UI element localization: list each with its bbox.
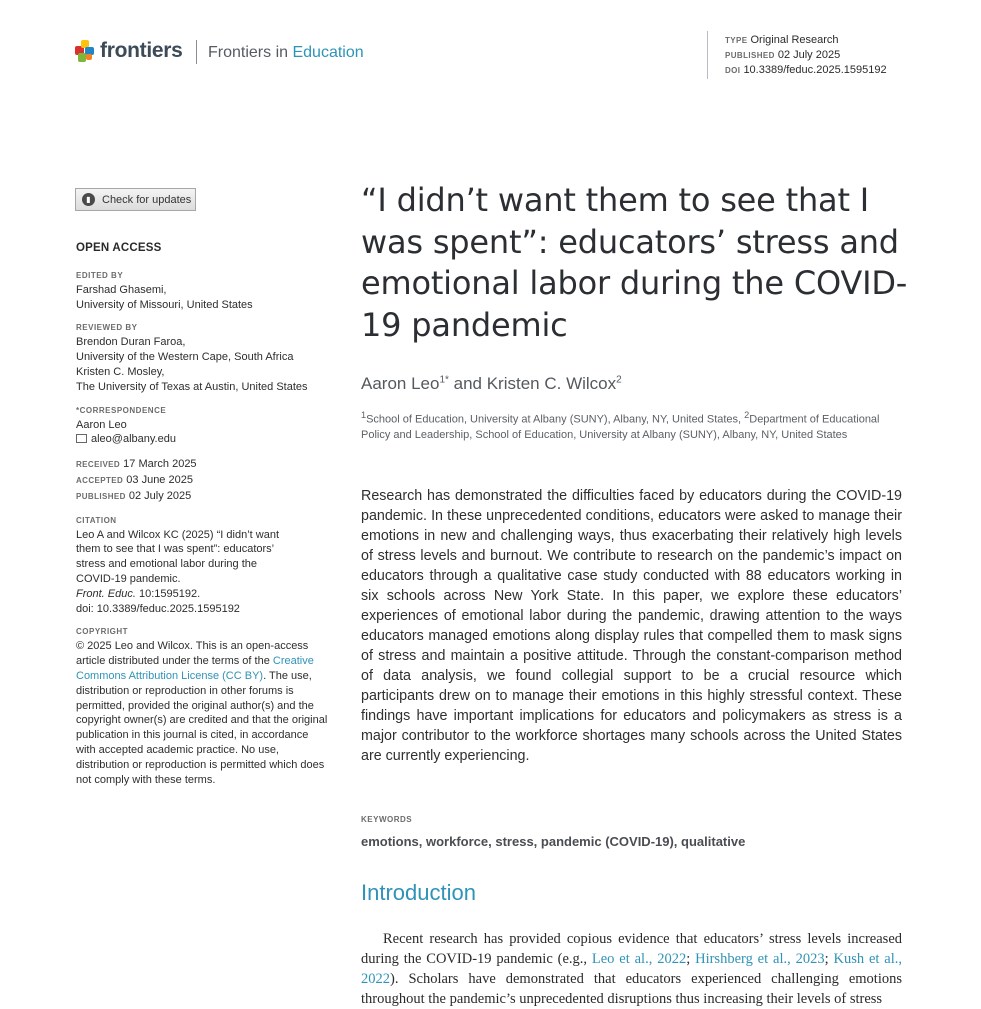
citation-link[interactable]: Kush et al., 2022 — [361, 951, 903, 987]
check-for-updates-label: Check for updates — [102, 193, 192, 206]
introduction-paragraph — [361, 929, 902, 1009]
correspondence-email-row[interactable] — [76, 432, 328, 447]
frontiers-logo-mark-icon — [75, 39, 95, 63]
citation-line: them to see that I was spent”: educators’ — [76, 543, 275, 556]
copyright-text — [76, 639, 328, 787]
reviewer-name: Brendon Duran Faroa, — [76, 336, 186, 349]
citation-link[interactable]: Leo et al., 2022 — [591, 951, 687, 967]
editor-name: Farshad Ghasemi, — [76, 283, 167, 296]
affiliation-marker: 1 — [361, 410, 367, 420]
keywords-label: KEYWORDS — [361, 815, 413, 824]
citation-separator: ; — [686, 951, 696, 967]
dates-block — [76, 457, 328, 504]
received-label: RECEIVED — [76, 460, 121, 470]
doi-value[interactable]: 10.3389/feduc.2025.1595192 — [743, 64, 887, 76]
affiliation-marker: 2 — [744, 410, 750, 420]
published-date: 02 July 2025 — [128, 489, 192, 502]
correspondence-name: Aaron Leo — [76, 418, 127, 431]
doi-label: DOI — [725, 66, 741, 75]
copyright-pre: © 2025 Leo and Wilcox. This is an open-access article distributed under the terms of the — [76, 640, 309, 668]
article-meta — [725, 33, 887, 78]
frontiers-logo[interactable] — [75, 39, 182, 63]
citation-separator: ; — [824, 951, 834, 967]
correspondence-label: *CORRESPONDENCE — [76, 405, 167, 415]
reviewed-by-label: REVIEWED BY — [76, 323, 138, 333]
author-affiliation-marker: 2 — [616, 374, 622, 386]
citation-doi[interactable]: doi: 10.3389/feduc.2025.1595192 — [76, 602, 240, 615]
received-date: 17 March 2025 — [123, 458, 197, 471]
affiliation-text: Department of Educational Policy and Leadership, School of Education, University at Albany (SUNY), Albany, NY, United States — [361, 413, 880, 441]
body-text-segment: ). Scholars have demonstrated that educators experienced challenging emotions throughout the pandemic’s unprecedented disruptions thus increasing their levels of stress — [361, 971, 902, 1007]
published-label: PUBLISHED — [76, 491, 126, 501]
type-value: Original Research — [750, 34, 839, 46]
reviewer-affiliation: The University of Texas at Austin, United States — [76, 380, 308, 393]
author-name[interactable]: Aaron Leo — [361, 374, 440, 393]
correspondence-block — [76, 405, 328, 448]
reviewed-by-block — [76, 322, 328, 394]
copyright-post: . The use, distribution or reproduction in other forums is permitted, provided the original author(s) and the copyright owner(s) are credited and that the original publication in this journal is cited, in accordance with accepted academic practice. No use, distribution or reproduction is permitted which does not comply with these terms. — [76, 669, 328, 786]
published-label: PUBLISHED — [725, 51, 775, 60]
journal-prefix: Frontiers in — [208, 44, 289, 61]
license-link[interactable]: Creative Commons Attribution License (CC BY) — [76, 655, 314, 682]
citation-block — [76, 515, 328, 617]
citation-link[interactable]: Hirshberg et al., 2023 — [695, 951, 825, 967]
reviewer-name: Kristen C. Mosley, — [76, 365, 165, 378]
published-value: 02 July 2025 — [777, 49, 841, 61]
author-separator: and — [448, 374, 487, 393]
edited-by-block — [76, 270, 328, 313]
citation-line: COVID-19 pandemic. — [76, 572, 181, 585]
copyright-label: COPYRIGHT — [76, 627, 129, 637]
editor-affiliation: University of Missouri, United States — [76, 298, 253, 311]
affiliations — [361, 408, 881, 443]
body-text-segment: Recent research has provided copious evidence that educators’ stress levels increased during the COVID-19 pandemic (e.g., — [361, 931, 902, 967]
article-title: “I didn’t want them to see that I was spent”: educators’ stress and emotional labor during the COVID-19 pandemic — [361, 181, 908, 344]
abstract: Research has demonstrated the difficulties faced by educators during the COVID-19 pandemic. In these unprecedented conditions, educators were asked to manage their emotions in new and challenging ways, thus exacerbating their relatively high levels of stress levels and burnout. We contribute to research on the pandemic’s impact on educators through a qualitative case study conducted with 88 educators working in six schools across New York State. In this paper, we explore these educators’ experiences of emotional labor during the pandemic, drawing attention to the ways educators managed emotions along display rules that compelled them to mask signs of stress and maintain a positive attitude. Through the constant-comparison method of data analysis, we found collegial support to be a crucial resource which participants drew on to manage their emotions in this highly stressful context. These findings have important implications for educators and policymakers as stress is a major contributor to the workforce shortages many schools across the United States are currently experiencing. — [361, 488, 902, 764]
brand-wordmark: frontiers — [100, 39, 183, 62]
citation-volume: 10:1595192. — [135, 587, 201, 600]
accepted-date: 03 June 2025 — [126, 473, 193, 486]
accepted-label: ACCEPTED — [76, 475, 124, 485]
correspondence-email[interactable]: aleo@albany.edu — [91, 433, 176, 446]
envelope-icon — [76, 434, 87, 443]
open-access-label: OPEN ACCESS — [76, 242, 162, 254]
author-name[interactable]: Kristen C. Wilcox — [486, 374, 617, 393]
journal-accent: Education — [292, 44, 364, 61]
citation-label: CITATION — [76, 515, 117, 525]
journal-name[interactable] — [208, 44, 364, 62]
edited-by-label: EDITED BY — [76, 270, 124, 280]
reviewer-affiliation: University of the Western Cape, South Africa — [76, 351, 294, 364]
type-label: TYPE — [725, 36, 748, 45]
bookmark-icon: ▮ — [82, 193, 95, 206]
affiliation-text: School of Education, University at Albany (SUNY), Albany, NY, United States, — [366, 413, 745, 426]
meta-divider — [707, 31, 708, 79]
article-sidebar — [76, 241, 328, 797]
check-for-updates-button[interactable] — [75, 188, 196, 211]
author-affiliation-marker: 1* — [439, 374, 449, 386]
section-heading-introduction: Introduction — [361, 880, 476, 905]
author-list — [361, 374, 622, 394]
keywords: emotions, workforce, stress, pandemic (COVID-19), qualitative — [361, 834, 746, 849]
copyright-block — [76, 626, 328, 787]
citation-journal: Front. Educ. — [76, 587, 136, 600]
citation-line: stress and emotional labor during the — [76, 558, 257, 571]
header-divider — [196, 40, 197, 64]
citation-line: Leo A and Wilcox KC (2025) “I didn’t want — [76, 528, 279, 541]
